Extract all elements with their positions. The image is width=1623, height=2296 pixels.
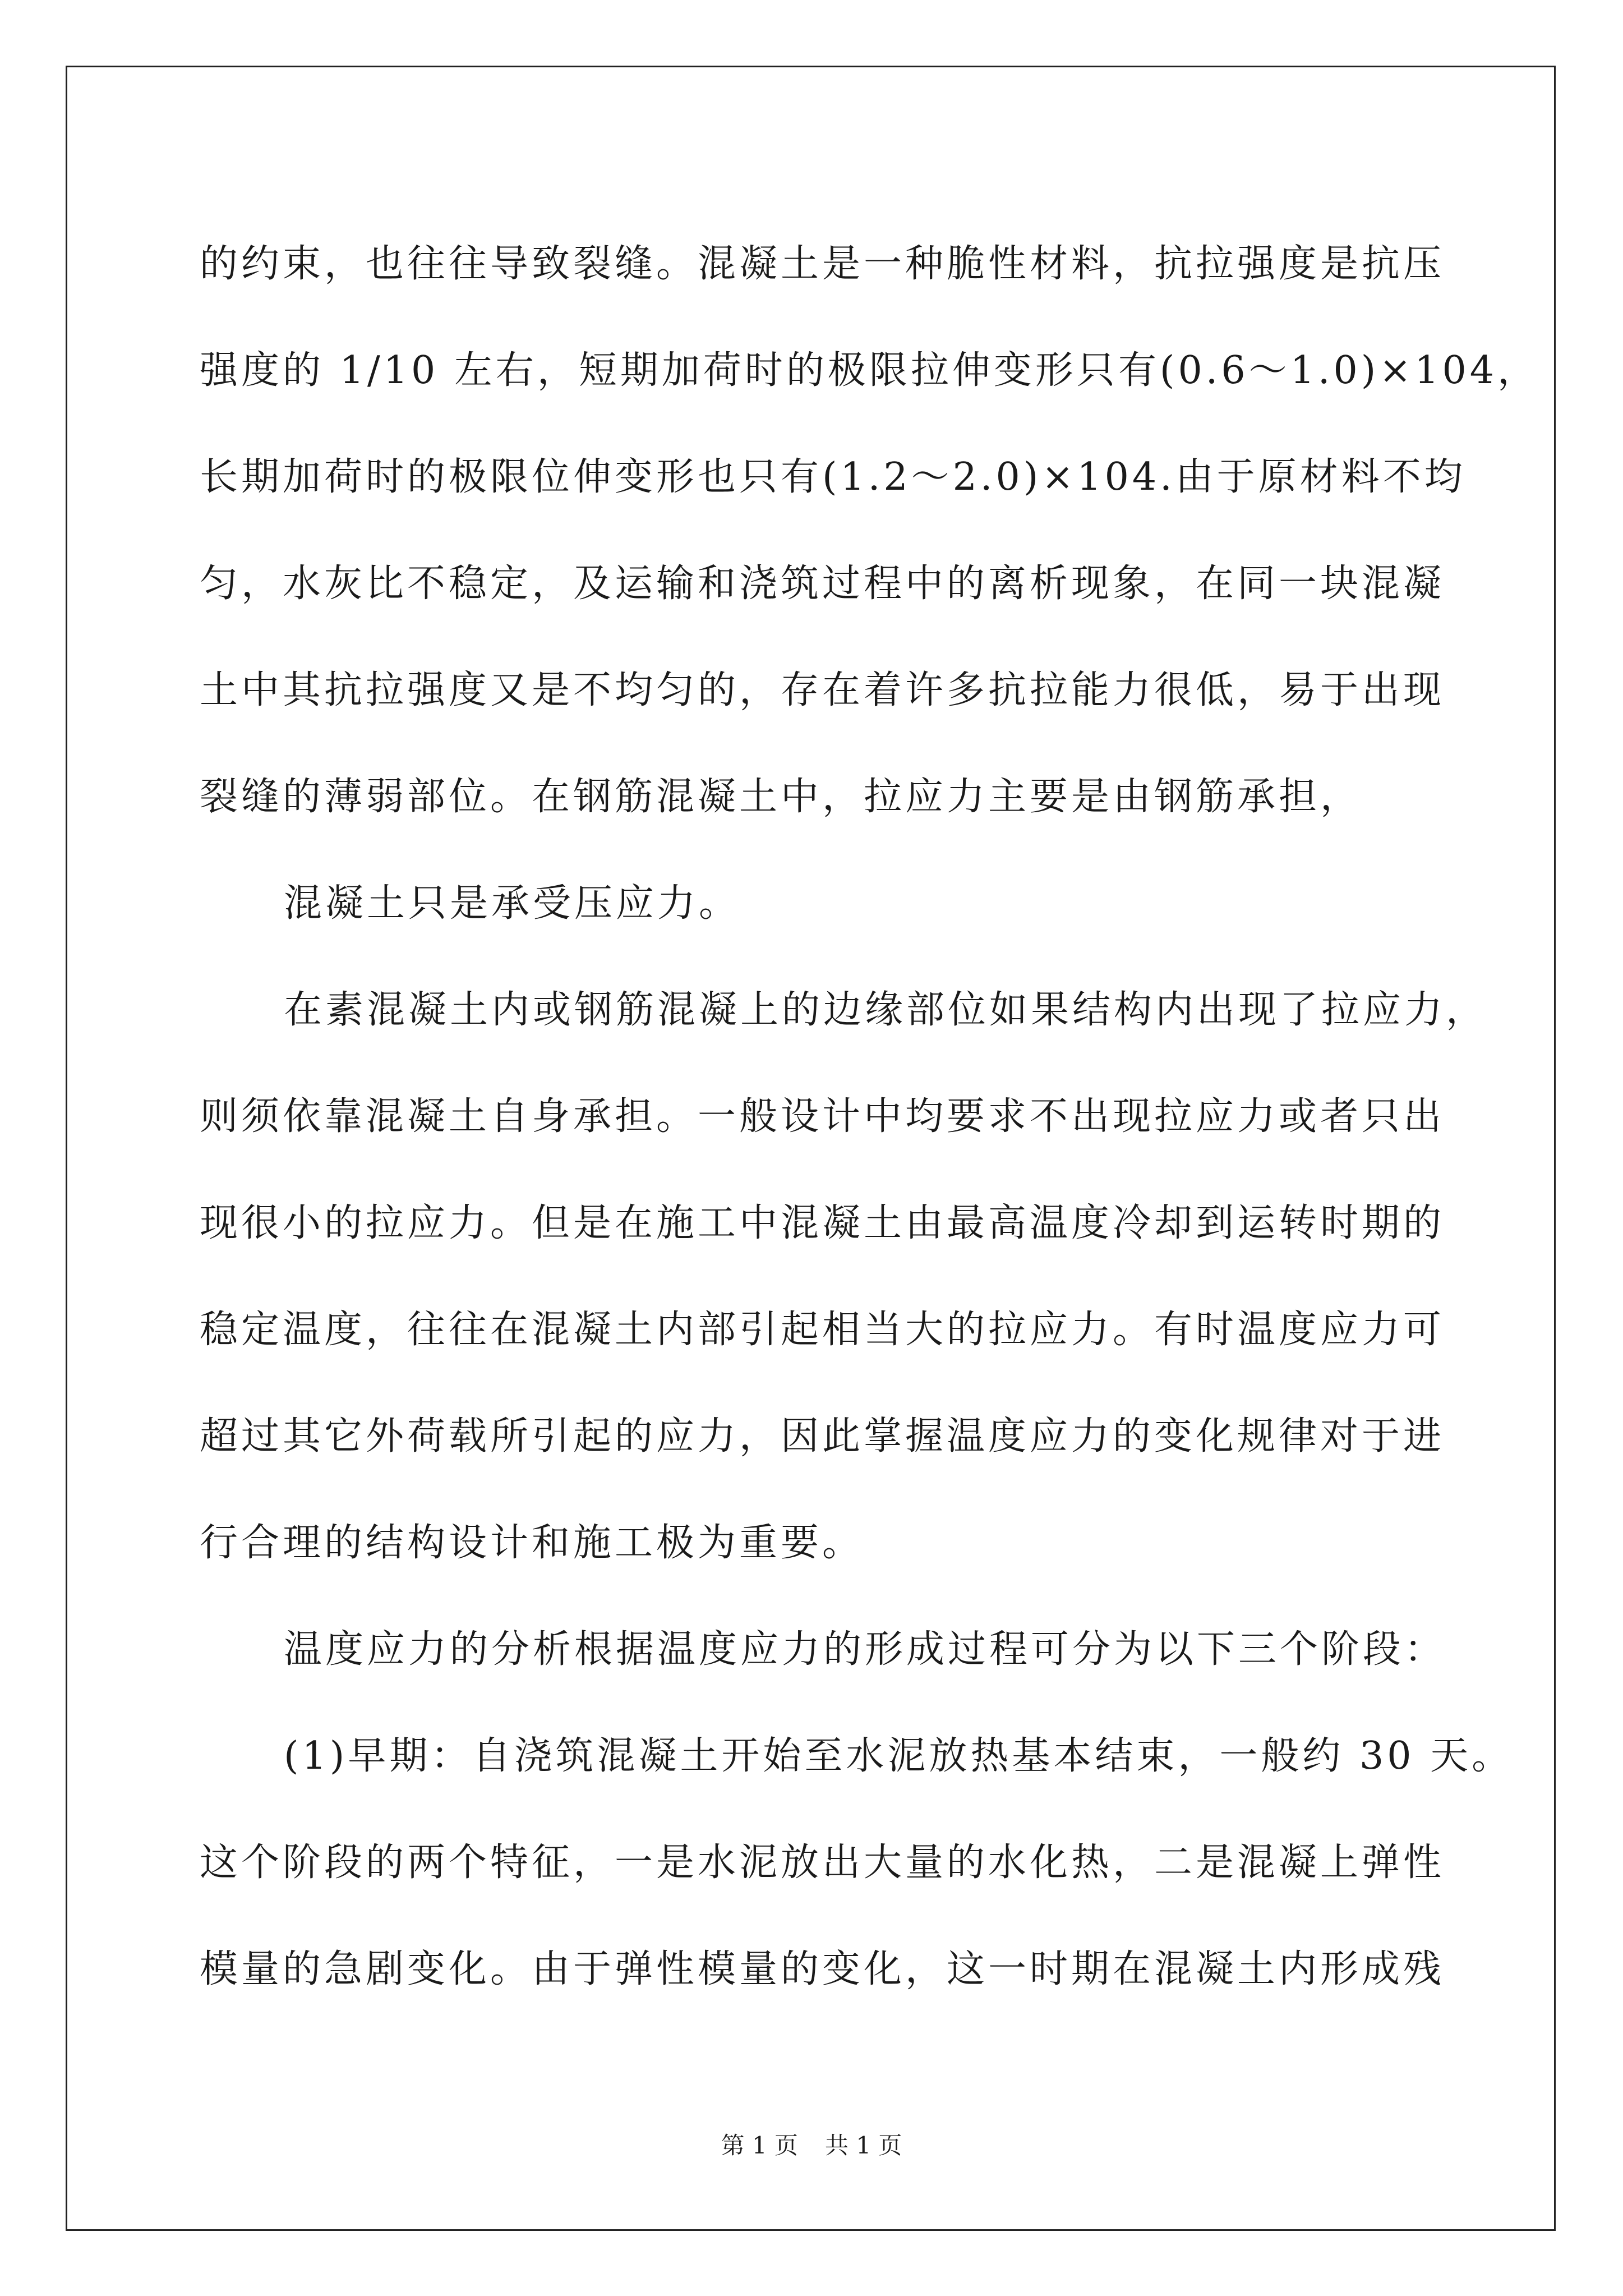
text-line-14: 温度应力的分析根据温度应力的形成过程可分为以下三个阶段： [284, 1627, 1446, 1672]
text-line-6: 裂缝的薄弱部位。在钢筋混凝土中，拉应力主要是由钢筋承担， [200, 775, 1362, 819]
text-line-15: (1)早期：自浇筑混凝土开始至水泥放热基本结束，一般约 30 天。 [284, 1734, 1514, 1778]
page-total: 共 1 页 [825, 2132, 902, 2159]
text-line-7: 混凝土只是承受压应力。 [284, 881, 741, 926]
text-line-4: 匀，水灰比不稳定，及运输和浇筑过程中的离析现象，在同一块混凝 [200, 562, 1445, 606]
text-line-11: 稳定温度，往往在混凝土内部引起相当大的拉应力。有时温度应力可 [200, 1308, 1445, 1352]
document-body [200, 211, 1539, 2023]
text-line-16: 这个阶段的两个特征，一是水泥放出大量的水化热，二是混凝上弹性 [200, 1841, 1445, 1885]
text-line-9: 则须依靠混凝土自身承担。一般设计中均要求不出现拉应力或者只出 [200, 1094, 1445, 1139]
page-number: 第 1 页 [721, 2132, 798, 2159]
text-line-2: 强度的 1/10 左右，短期加荷时的极限拉伸变形只有(0.6～1.0)×104， [200, 348, 1539, 393]
text-line-10: 现很小的拉应力。但是在施工中混凝土由最高温度冷却到运转时期的 [200, 1201, 1445, 1245]
text-line-12: 超过其它外荷载所引起的应力，因此掌握温度应力的变化规律对于进 [200, 1414, 1445, 1458]
text-line-8: 在素混凝土内或钢筋混凝上的边缘部位如果结构内出现了拉应力， [284, 988, 1488, 1032]
text-line-5: 土中其抗拉强度又是不均匀的，存在着许多抗拉能力很低，易于出现 [200, 668, 1445, 712]
page-footer [0, 2129, 1623, 2162]
text-line-13: 行合理的结构设计和施工极为重要。 [200, 1521, 864, 1565]
text-line-1: 的约束，也往往导致裂缝。混凝土是一种脆性材料，抗拉强度是抗压 [200, 242, 1445, 286]
text-line-3: 长期加荷时的极限位伸变形也只有(1.2～2.0)×104.由于原材料不均 [200, 455, 1466, 499]
text-line-17: 模量的急剧变化。由于弹性模量的变化，这一时期在混凝土内形成残 [200, 1947, 1445, 1991]
